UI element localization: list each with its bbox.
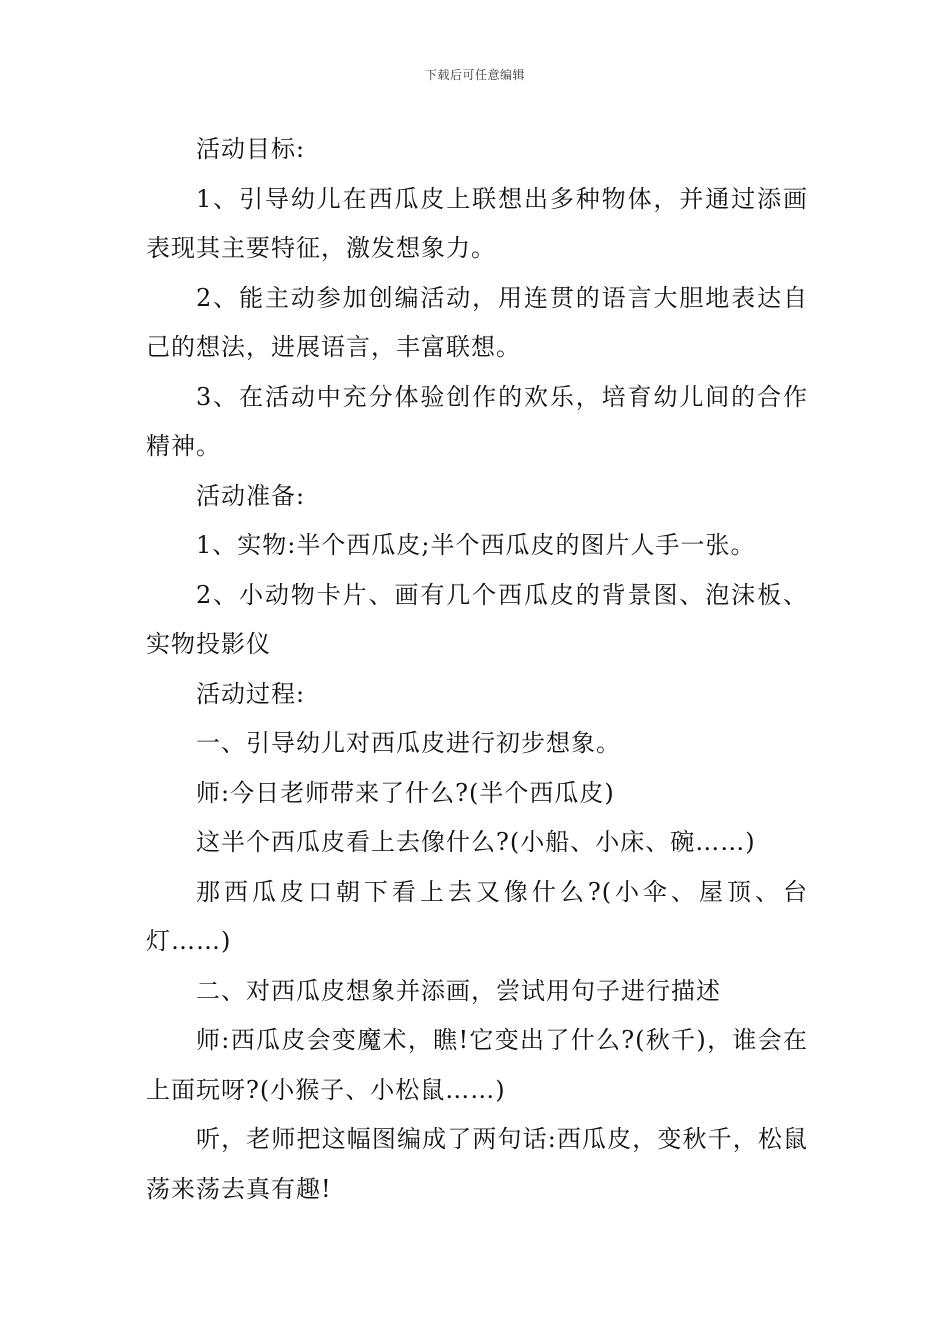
- goal-item-1: 1、引导幼儿在西瓜皮上联想出多种物体，并通过添画表现其主要特征，激发想象力。: [146, 184, 808, 262]
- process-dialogue-line: 这半个西瓜皮看上去像什么?(小船、小床、碗……): [196, 828, 756, 856]
- process-dialogue-line: 师:西瓜皮会变魔术，瞧!它变出了什么?(秋千)，谁会在上面玩呀?(小猴子、小松鼠……): [146, 1026, 808, 1104]
- section-heading-process: 活动过程:: [196, 679, 306, 708]
- section-heading-preparation: 活动准备:: [196, 481, 306, 510]
- document-body: [146, 125, 808, 1214]
- process-dialogue-line: 师:今日老师带来了什么?(半个西瓜皮): [196, 778, 615, 807]
- process-step-2-heading: 二、对西瓜皮想象并添画，尝试用句子进行描述: [196, 976, 721, 1005]
- process-dialogue-line: 听，老师把这幅图编成了两句话:西瓜皮，变秋千，松鼠荡来荡去真有趣!: [146, 1125, 808, 1203]
- process-step-1-heading: 一、引导幼儿对西瓜皮进行初步想象。: [196, 729, 621, 757]
- preparation-item-2: 2、小动物卡片、画有几个西瓜皮的背景图、泡沫板、实物投影仪: [146, 580, 808, 658]
- goal-item-2: 2、能主动参加创编活动，用连贯的语言大胆地表达自己的想法，进展语言，丰富联想。: [146, 283, 808, 361]
- section-heading-goals: 活动目标:: [196, 135, 306, 163]
- goal-item-3: 3、在活动中充分体验创作的欢乐，培育幼儿间的合作精神。: [146, 382, 808, 460]
- process-dialogue-line: 那西瓜皮口朝下看上去又像什么?(小伞、屋顶、台灯……): [146, 877, 808, 955]
- header-note: 下载后可任意编辑: [424, 68, 525, 82]
- preparation-item-1: 1、实物:半个西瓜皮;半个西瓜皮的图片人手一张。: [196, 531, 756, 559]
